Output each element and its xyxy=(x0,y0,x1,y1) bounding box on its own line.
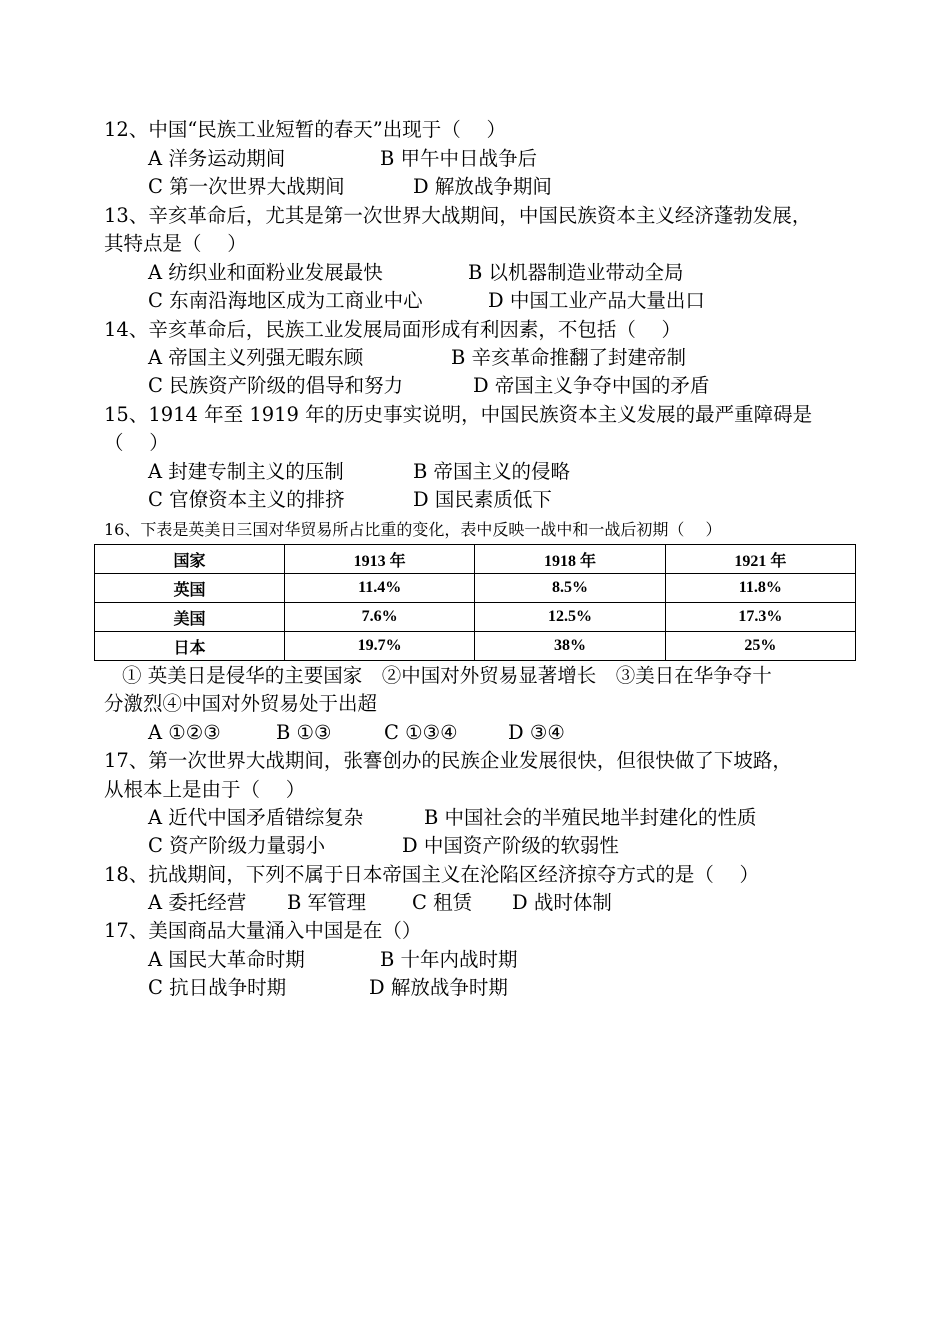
header-1921: 1921 年 xyxy=(665,545,855,574)
table-cell: 25% xyxy=(665,632,855,661)
question-18-stem: 18、抗战期间，下列不属于日本帝国主义在沦陷区经济掠夺方式的是（ ） xyxy=(104,863,760,886)
table-cell: 7.6% xyxy=(285,603,475,632)
question-13-options-row-1 xyxy=(148,259,684,287)
option-a: A 委托经营 xyxy=(148,891,247,914)
question-16-options-row xyxy=(148,719,565,747)
option-b: B 甲午中日战争后 xyxy=(380,147,538,170)
option-c: C 官僚资本主义的排挤 xyxy=(148,488,345,511)
question-18-options-row xyxy=(148,889,612,917)
option-d: D 解放战争时期 xyxy=(369,976,508,999)
table-cell: 11.8% xyxy=(665,574,855,603)
option-d: D 战时体制 xyxy=(512,891,612,914)
table-cell: 美国 xyxy=(95,603,285,632)
option-c: C 抗日战争时期 xyxy=(148,976,287,999)
question-17-options-row-1 xyxy=(148,804,757,832)
table-row xyxy=(95,632,856,661)
table-cell: 8.5% xyxy=(475,574,665,603)
option-b: B 中国社会的半殖民地半封建化的性质 xyxy=(424,806,757,829)
option-b: B 十年内战时期 xyxy=(380,948,518,971)
question-15-stem-line-2: （ ） xyxy=(104,431,169,454)
option-a: A ①②③ xyxy=(148,721,221,744)
option-b: B ①③ xyxy=(276,721,332,744)
option-a: A 帝国主义列强无暇东顾 xyxy=(148,346,364,369)
question-15-options-row-2 xyxy=(148,486,552,514)
header-country: 国家 xyxy=(95,545,285,574)
header-1913: 1913 年 xyxy=(285,545,475,574)
table-cell: 17.3% xyxy=(665,603,855,632)
table-cell: 英国 xyxy=(95,574,285,603)
option-c: C ①③④ xyxy=(384,721,458,744)
question-12-options-row-1 xyxy=(148,145,537,173)
header-1918: 1918 年 xyxy=(475,545,665,574)
question-14-options-row-2 xyxy=(148,372,709,400)
option-d: D 中国资产阶级的软弱性 xyxy=(402,834,619,857)
option-d: D 国民素质低下 xyxy=(413,488,552,511)
option-b: B 帝国主义的侵略 xyxy=(413,460,571,483)
option-a: A 封建专制主义的压制 xyxy=(148,460,344,483)
table-header-row xyxy=(95,545,856,574)
option-a: A 纺织业和面粉业发展最快 xyxy=(148,261,383,284)
table-row xyxy=(95,574,856,603)
question-14-options-row-1 xyxy=(148,344,686,372)
question-16-statements-line-2: 分激烈④中国对外贸易处于出超 xyxy=(104,692,378,715)
question-17-stem-line-1: 17、第一次世界大战期间，张謇创办的民族企业发展很快，但很快做了下坡路， xyxy=(104,749,792,772)
option-d: D ③④ xyxy=(508,721,565,744)
option-a: A 近代中国矛盾错综复杂 xyxy=(148,806,364,829)
table-cell: 12.5% xyxy=(475,603,665,632)
option-c: C 租赁 xyxy=(412,891,473,914)
question-15-options-row-1 xyxy=(148,458,570,486)
question-15-stem-line-1: 15、1914 年至 1919 年的历史事实说明，中国民族资本主义发展的最严重障碍是 xyxy=(104,403,813,426)
question-12-stem: 12、中国“民族工业短暂的春天”出现于（ ） xyxy=(104,118,506,141)
option-c: C 资产阶级力量弱小 xyxy=(148,834,326,857)
table-cell: 19.7% xyxy=(285,632,475,661)
question-17-stem-line-2: 从根本上是由于（ ） xyxy=(104,778,306,801)
question-16-stem: 16、下表是英美日三国对华贸易所占比重的变化，表中反映一战中和一战后初期（ ） xyxy=(104,520,722,539)
option-d: D 帝国主义争夺中国的矛盾 xyxy=(473,374,710,397)
question-13-options-row-2 xyxy=(148,287,705,315)
option-c: C 民族资产阶级的倡导和努力 xyxy=(148,374,404,397)
question-13-stem-line-2: 其特点是（ ） xyxy=(104,232,247,255)
option-a: A 洋务运动期间 xyxy=(148,147,286,170)
trade-share-table xyxy=(94,544,856,661)
option-c: C 第一次世界大战期间 xyxy=(148,175,345,198)
question-17b-options-row-2 xyxy=(148,974,508,1002)
question-17b-options-row-1 xyxy=(148,946,518,974)
question-17-options-row-2 xyxy=(148,832,619,860)
table-row xyxy=(95,603,856,632)
question-17b-stem: 17、美国商品大量涌入中国是在（） xyxy=(104,919,422,942)
table-cell: 11.4% xyxy=(285,574,475,603)
option-d: D 解放战争期间 xyxy=(413,175,552,198)
question-14-stem: 14、辛亥革命后，民族工业发展局面形成有利因素，不包括（ ） xyxy=(104,318,682,341)
table-cell: 日本 xyxy=(95,632,285,661)
option-b: B 辛亥革命推翻了封建帝制 xyxy=(451,346,687,369)
table-cell: 38% xyxy=(475,632,665,661)
option-c: C 东南沿海地区成为工商业中心 xyxy=(148,289,423,312)
option-d: D 中国工业产品大量出口 xyxy=(488,289,705,312)
question-12-options-row-2 xyxy=(148,173,552,201)
option-b: B 军管理 xyxy=(287,891,367,914)
question-16-statements-line-1: ① 英美日是侵华的主要国家 ②中国对外贸易显著增长 ③美日在华争夺十 xyxy=(122,664,772,687)
option-a: A 国民大革命时期 xyxy=(148,948,305,971)
question-13-stem-line-1: 13、辛亥革命后，尤其是第一次世界大战期间，中国民族资本主义经济蓬勃发展， xyxy=(104,204,812,227)
option-b: B 以机器制造业带动全局 xyxy=(468,261,684,284)
